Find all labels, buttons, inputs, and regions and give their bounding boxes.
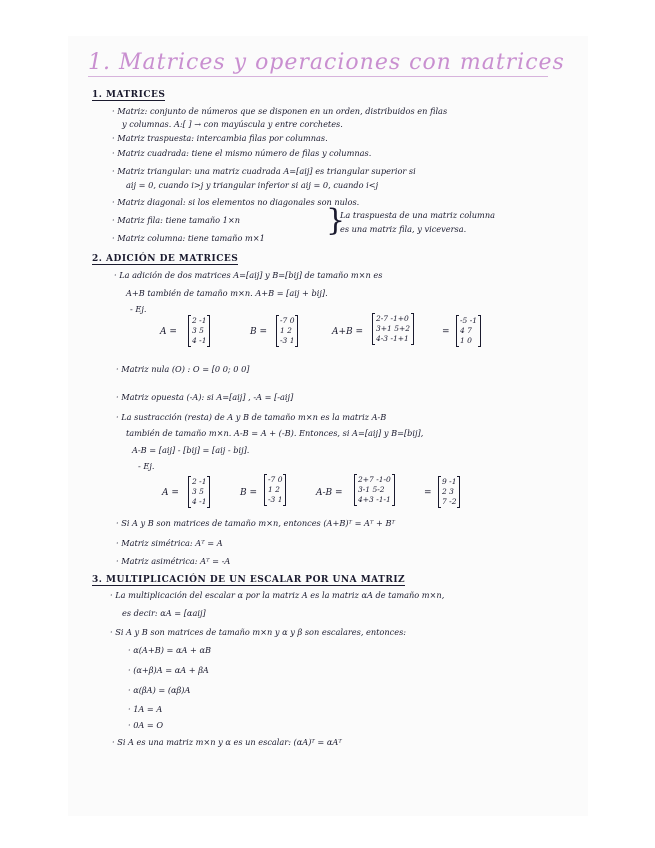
s3-line-3: · Si A y B son matrices de tamaño m×n y α y β son escalares, entonces: — [110, 627, 407, 637]
ex1-sum-label: A+B = — [332, 327, 364, 337]
title-underline — [88, 76, 548, 77]
s1-line-5: · Matriz triangular: una matriz cuadrada A=[aij] es triangular superior si — [112, 166, 416, 176]
s2-example-label-1: - Ej. — [130, 304, 147, 314]
s2-line-simetrica: · Matriz simétrica: Aᵀ = A — [116, 538, 223, 548]
ex1-matrix-result: -5 -1 4 7 1 0 — [456, 315, 481, 347]
brace-icon: } — [326, 203, 346, 238]
s2-line-resta-2: también de tamaño m×n. A-B = A + (-B). Entonces, si A=[aij] y B=[bij], — [126, 428, 424, 438]
s1-note-1: La traspuesta de una matriz columna — [340, 210, 495, 220]
ex1-matrix-sum: 2-7 -1+0 3+1 5+2 4-3 -1+1 — [372, 313, 414, 345]
s2-line-nula: · Matriz nula (O) : O = [0 0; 0 0] — [116, 364, 250, 374]
s1-line-4: · Matriz cuadrada: tiene el mismo número de filas y columnas. — [112, 148, 372, 158]
ex2-matrix-diff: 2+7 -1-0 3-1 5-2 4+3 -1-1 — [354, 474, 395, 506]
s3-prop-5: · 0A = O — [128, 720, 164, 730]
ex1-a-label: A = — [160, 327, 177, 337]
s1-line-6: aij = 0, cuando i>j y triangular inferior si aij = 0, cuando i<j — [126, 180, 379, 190]
s1-line-8: · Matriz fila: tiene tamaño 1×n — [112, 215, 240, 225]
s2-line-1: · La adición de dos matrices A=[aij] y B=[bij] de tamaño m×n es — [114, 270, 383, 280]
s3-line-2: es decir: αA = [αaij] — [122, 608, 206, 618]
page-title: 1. Matrices y operaciones con matrices — [88, 50, 565, 75]
s1-line-3: · Matriz traspuesta: intercambia filas por columnas. — [112, 133, 328, 143]
s2-line-asimetrica: · Matriz asimétrica: Aᵀ = -A — [116, 556, 231, 566]
s2-line-2: A+B también de tamaño m×n. A+B = [aij + bij]. — [126, 288, 328, 298]
s2-example-label-2: - Ej. — [138, 461, 155, 471]
s2-line-resta-1: · La sustracción (resta) de A y B de tamaño m×n es la matriz A-B — [116, 412, 387, 422]
ex1-equals: = — [442, 327, 450, 337]
s1-line-9: · Matriz columna: tiene tamaño m×1 — [112, 233, 265, 243]
ex1-matrix-b: -7 0 1 2 -3 1 — [276, 315, 298, 347]
ex2-matrix-result: 9 -1 2 3 7 -2 — [438, 476, 460, 508]
s3-line-1: · La multiplicación del escalar α por la matriz A es la matriz αA de tamaño m×n, — [110, 590, 445, 600]
s1-line-2: y columnas. A:[ ] → con mayúscula y entre corchetes. — [122, 119, 343, 129]
s2-line-resta-3: A-B = [aij] - [bij] = [aij - bij]. — [132, 445, 250, 455]
s3-prop-3: · α(βA) = (αβ)A — [128, 685, 191, 695]
s2-line-opuesta: · Matriz opuesta (-A): si A=[aij] , -A = [-aij] — [116, 392, 294, 402]
s3-prop-1: · α(A+B) = αA + αB — [128, 645, 212, 655]
section-1-heading: 1. MATRICES — [92, 90, 166, 100]
ex2-diff-label: A-B = — [316, 488, 343, 498]
section-2-heading: 2. ADICIÓN DE MATRICES — [92, 254, 239, 264]
ex1-matrix-a: 2 -1 3 5 4 -1 — [188, 315, 210, 347]
s1-note-2: es una matriz fila, y viceversa. — [340, 224, 467, 234]
s3-prop-4: · 1A = A — [128, 704, 163, 714]
ex2-matrix-b: -7 0 1 2 -3 1 — [264, 474, 286, 506]
ex2-b-label: B = — [240, 488, 258, 498]
s2-line-traspuesta-suma: · Si A y B son matrices de tamaño m×n, entonces (A+B)ᵀ = Aᵀ + Bᵀ — [116, 518, 395, 528]
ex2-matrix-a: 2 -1 3 5 4 -1 — [188, 476, 210, 508]
section-3-heading: 3. MULTIPLICACIÓN DE UN ESCALAR POR UNA MATRIZ — [92, 575, 406, 585]
ex2-a-label: A = — [162, 488, 179, 498]
ex2-equals: = — [424, 488, 432, 498]
s1-line-1: · Matriz: conjunto de números que se disponen en un orden, distribuidos en filas — [112, 106, 448, 116]
s3-prop-2: · (α+β)A = αA + βA — [128, 665, 209, 675]
s1-line-7: · Matriz diagonal: si los elementos no diagonales son nulos. — [112, 197, 360, 207]
ex1-b-label: B = — [250, 327, 268, 337]
s3-line-last: · Si A es una matriz m×n y α es un escalar: (αA)ᵀ = αAᵀ — [112, 737, 342, 747]
